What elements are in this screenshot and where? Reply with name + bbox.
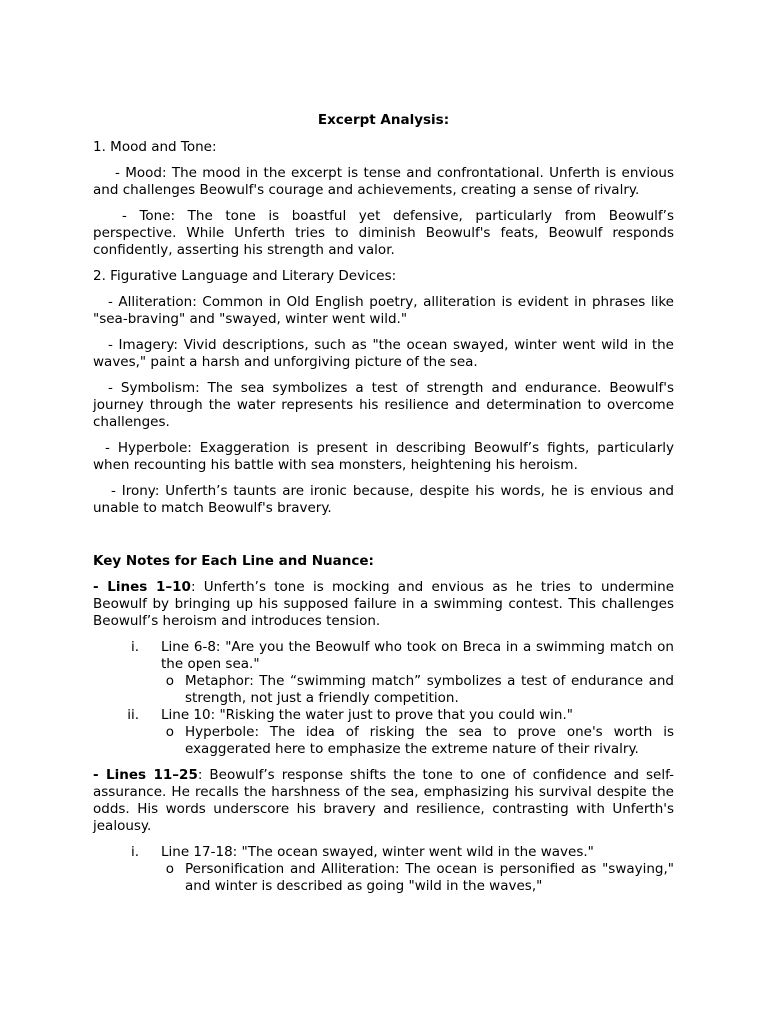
list-number: ii. — [127, 707, 139, 723]
list-item — [93, 844, 674, 861]
paragraph-alliteration: - Alliteration: Common in Old English poetry, alliteration is evident in phrases like "sea-braving" and "swayed, winter went wild." — [93, 294, 674, 327]
sub-list-item-text: Hyperbole: The idea of risking the sea to prove one's worth is exaggerated here to emphasize the extreme nature of their rivalry. — [185, 724, 674, 757]
sub-list-item — [93, 861, 674, 895]
lines-1-10-paragraph — [93, 579, 674, 630]
lines-11-25-paragraph — [93, 767, 674, 835]
list-number: i. — [130, 639, 139, 655]
lines-1-10-list — [93, 639, 674, 758]
list-item-text: Line 6-8: "Are you the Beowulf who took on Breca in a swimming match on the open sea." — [161, 639, 674, 672]
section-heading-figurative: 2. Figurative Language and Literary Devices: — [93, 268, 397, 284]
list-number: i. — [130, 844, 139, 860]
lines-1-10-label: - Lines 1–10 — [93, 579, 191, 595]
lines-11-25-text: : Beowulf’s response shifts the tone to one of confidence and self-assurance. He recalls the harshness of the sea, emphasizing his survival despite the odds. His words underscore his bravery and resilience, contrasting with Unferth's jealousy. — [93, 767, 674, 834]
spacer — [93, 526, 674, 553]
paragraph-mood: - Mood: The mood in the excerpt is tense and confrontational. Unferth is envious and challenges Beowulf's courage and achievements, creating a sense of rivalry. — [93, 165, 674, 198]
sub-list-item — [93, 724, 674, 758]
sub-list-item-text: Metaphor: The “swimming match” symbolizes a test of endurance and strength, not just a friendly competition. — [185, 673, 674, 706]
bullet-icon: o — [165, 724, 174, 740]
document-title: Excerpt Analysis: — [317, 112, 450, 128]
bullet-icon: o — [165, 673, 174, 689]
key-notes-heading: Key Notes for Each Line and Nuance: — [93, 553, 374, 569]
paragraph-imagery: - Imagery: Vivid descriptions, such as "the ocean swayed, winter went wild in the waves," paint a harsh and unforgiving picture of the sea. — [93, 337, 674, 370]
section-heading-mood-tone: 1. Mood and Tone: — [93, 139, 217, 155]
paragraph-irony: - Irony: Unferth’s taunts are ironic because, despite his words, he is envious and unable to match Beowulf's bravery. — [93, 483, 674, 516]
lines-11-25-label: - Lines 11–25 — [93, 767, 198, 783]
document-page — [93, 111, 674, 904]
paragraph-tone: - Tone: The tone is boastful yet defensive, particularly from Beowulf’s perspective. While Unferth tries to diminish Beowulf's feats, Beowulf responds confidently, asserting his strength and valor. — [93, 208, 674, 258]
list-item — [93, 639, 674, 673]
list-item — [93, 707, 674, 724]
paragraph-hyperbole: - Hyperbole: Exaggeration is present in describing Beowulf’s fights, particularly when recounting his battle with sea monsters, heightening his heroism. — [93, 440, 674, 473]
list-item-text: Line 10: "Risking the water just to prove that you could win." — [161, 707, 573, 723]
bullet-icon: o — [165, 861, 174, 877]
lines-11-25-list — [93, 844, 674, 895]
lines-1-10-text: : Unferth’s tone is mocking and envious as he tries to undermine Beowulf by bringing up his supposed failure in a swimming contest. This challenges Beowulf’s heroism and introduces tension. — [93, 579, 675, 629]
sub-list-item — [93, 673, 674, 707]
paragraph-symbolism: - Symbolism: The sea symbolizes a test of strength and endurance. Beowulf's journey through the water represents his resilience and determination to overcome challenges. — [93, 380, 674, 430]
sub-list-item-text: Personification and Alliteration: The ocean is personified as "swaying," and winter is described as going "wild in the waves," — [185, 861, 674, 894]
list-item-text: Line 17-18: "The ocean swayed, winter went wild in the waves." — [161, 844, 594, 860]
